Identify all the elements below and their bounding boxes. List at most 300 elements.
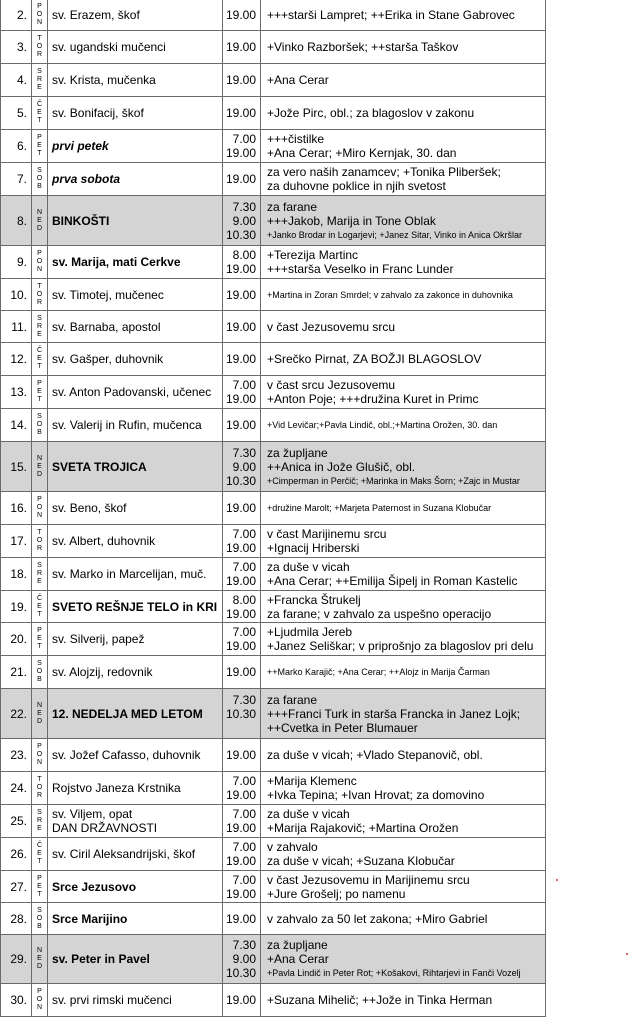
weekday-abbreviation: [32, 623, 48, 656]
mass-times: [223, 311, 261, 343]
day-number: 24.: [1, 772, 32, 805]
feast-name: sv. ugandski mučenci: [48, 31, 223, 64]
weekday-abbreviation: [32, 805, 48, 838]
schedule-row: [1, 442, 546, 492]
mass-time: 19.00: [225, 287, 256, 302]
intention-line: +Suzana Mihelič; ++Jože in Tinka Herman: [267, 993, 493, 1007]
intention-line: +++čistilke: [267, 132, 325, 146]
mass-time: 19.00: [225, 172, 256, 186]
mass-time: 7.00: [232, 840, 256, 854]
weekday-letters: NED: [36, 208, 43, 232]
intention-line: v čast Jezusovemu srcu: [267, 319, 396, 334]
mass-intentions: [261, 343, 546, 376]
mass-intentions: [261, 130, 546, 163]
intention-line: +Vinko Razboršek; ++starša Taškov: [267, 40, 459, 54]
schedule-row: [1, 984, 546, 1017]
intention-line: ++Anica in Jože Glušič, obl.: [267, 459, 416, 474]
weekday-letters: ČET: [36, 594, 43, 618]
intention-line: v čast Jezusovemu in Marijinemu srcu: [267, 872, 470, 887]
day-number: 20.: [1, 623, 32, 656]
day-number: 29.: [1, 935, 32, 984]
mass-time: 9.00: [232, 213, 256, 228]
intention-line: v zahvalo za 50 let zakona; +Miro Gabriel: [267, 911, 488, 926]
intention-line: za duše v vicah; +Suzana Klobučar: [267, 854, 455, 868]
weekday-abbreviation: [32, 838, 48, 871]
schedule-row: [1, 558, 546, 591]
feast-name: sv. Albert, duhovnik: [48, 525, 223, 558]
weekday-letters: NED: [36, 454, 43, 478]
day-number: 23.: [1, 739, 32, 772]
intention-line: +Marija Klemenc: [267, 774, 357, 788]
mass-intentions: [261, 196, 546, 246]
stray-mark: [556, 879, 558, 881]
mass-intentions: [261, 311, 546, 343]
intention-line: +Ana Cerar: [267, 952, 329, 966]
intention-line: +Ljudmila Jereb: [267, 625, 353, 639]
day-number: 17.: [1, 525, 32, 558]
mass-time: 10.30: [225, 473, 256, 488]
mass-time: 19.00: [225, 319, 256, 334]
mass-time: 19.00: [225, 352, 256, 366]
mass-time: 7.00: [232, 560, 256, 574]
mass-time: 19.00: [225, 541, 256, 555]
schedule-row: [1, 311, 546, 343]
schedule-row: [1, 739, 546, 772]
mass-time: 19.00: [225, 854, 256, 868]
mass-intentions: [261, 935, 546, 984]
day-number: 8.: [1, 196, 32, 246]
mass-time: 19.00: [225, 73, 256, 87]
mass-time: 19.00: [225, 574, 256, 588]
intention-line: v čast srcu Jezusovemu: [267, 378, 396, 392]
mass-intentions: [261, 772, 546, 805]
day-number: 7.: [1, 163, 32, 196]
mass-times: [223, 558, 261, 591]
mass-times: [223, 689, 261, 739]
mass-time: 19.00: [225, 886, 256, 901]
intention-line: za župljane: [267, 938, 328, 952]
intention-line: +++Jakob, Marija in Tone Oblak: [267, 213, 436, 228]
mass-intentions: [261, 97, 546, 130]
weekday-letters: TOR: [36, 282, 43, 306]
weekday-abbreviation: [32, 492, 48, 525]
mass-times: [223, 376, 261, 409]
day-number: 13.: [1, 376, 32, 409]
day-number: 2.: [1, 0, 32, 31]
mass-times: [223, 279, 261, 311]
feast-name: sv. Marija, mati Cerkve: [48, 246, 223, 279]
feast-name: SVETA TROJICA: [48, 442, 223, 492]
mass-intentions: [261, 903, 546, 935]
mass-time: 8.00: [232, 248, 256, 262]
feast-name: sv. Jožef Cafasso, duhovnik: [48, 739, 223, 772]
mass-time: 10.30: [225, 227, 256, 242]
day-number: 25.: [1, 805, 32, 838]
mass-time: 7.00: [232, 872, 256, 887]
mass-time: 19.00: [225, 501, 256, 515]
weekday-letters: SOB: [36, 660, 43, 683]
mass-times: [223, 0, 261, 31]
schedule-row: [1, 64, 546, 97]
weekday-letters: PON: [36, 988, 43, 1011]
day-number: 28.: [1, 903, 32, 935]
mass-time: 19.00: [225, 40, 256, 54]
mass-time: 7.00: [232, 774, 256, 788]
day-number: 6.: [1, 130, 32, 163]
mass-time: 7.30: [232, 938, 256, 952]
intention-line: +Francka Štrukelj: [267, 592, 361, 607]
mass-time: 9.00: [232, 459, 256, 474]
weekday-letters: PON: [36, 496, 43, 519]
weekday-letters: PON: [36, 250, 43, 273]
day-number: 12.: [1, 343, 32, 376]
weekday-abbreviation: [32, 64, 48, 97]
feast-name: SVETO REŠNJE TELO in KRI: [48, 591, 223, 623]
schedule-row: [1, 871, 546, 903]
feast-name: prva sobota: [48, 163, 223, 196]
weekday-abbreviation: [32, 903, 48, 935]
mass-intentions: [261, 689, 546, 739]
intention-line: +družine Marolt; +Marjeta Paternost in Suzana Klobučar: [267, 503, 492, 513]
intention-line: +Marija Rajakovič; +Martina Orožen: [267, 821, 459, 835]
intention-line: +++starša Veselko in Franc Lunder: [267, 262, 454, 276]
weekday-abbreviation: [32, 246, 48, 279]
stray-mark: [626, 953, 628, 955]
feast-name: sv. Viljem, opat DAN DRŽAVNOSTI: [48, 805, 223, 838]
schedule-row: [1, 376, 546, 409]
mass-times: [223, 343, 261, 376]
weekday-letters: SRE: [36, 562, 43, 585]
schedule-row: [1, 838, 546, 871]
day-number: 10.: [1, 279, 32, 311]
feast-name: BINKOŠTI: [48, 196, 223, 246]
schedule-row: [1, 623, 546, 656]
schedule-row: [1, 246, 546, 279]
intention-line: v zahvalo: [267, 840, 318, 854]
feast-name: sv. Peter in Pavel: [48, 935, 223, 984]
weekday-abbreviation: [32, 97, 48, 130]
mass-time: 19.00: [225, 7, 256, 22]
day-number: 27.: [1, 871, 32, 903]
mass-time: 7.00: [232, 132, 256, 146]
schedule-row: [1, 492, 546, 525]
schedule-row: [1, 343, 546, 376]
weekday-letters: SOB: [36, 413, 43, 436]
mass-times: [223, 805, 261, 838]
feast-name: sv. Bonifacij, škof: [48, 97, 223, 130]
day-number: 18.: [1, 558, 32, 591]
mass-intentions: [261, 246, 546, 279]
mass-times: [223, 492, 261, 525]
mass-intentions: [261, 591, 546, 623]
feast-name: Srce Marijino: [48, 903, 223, 935]
intention-line: +++Franci Turk in starša Francka in Janez Lojk;: [267, 706, 521, 721]
mass-times: [223, 409, 261, 442]
weekday-letters: ČET: [36, 101, 43, 124]
weekday-abbreviation: [32, 984, 48, 1017]
intention-line: +Janko Brodar in Logarjevi; +Janez Sitar, Vinko in Anica Okršlar: [267, 229, 522, 240]
weekday-abbreviation: [32, 525, 48, 558]
intention-line: +Jure Grošelj; po namenu: [267, 886, 406, 901]
mass-intentions: [261, 871, 546, 903]
mass-intentions: [261, 163, 546, 196]
mass-intentions: [261, 0, 546, 31]
weekday-abbreviation: [32, 279, 48, 311]
weekday-abbreviation: [32, 656, 48, 689]
feast-name: sv. Ciril Aleksandrijski, škof: [48, 838, 223, 871]
day-number: 26.: [1, 838, 32, 871]
mass-time: 19.00: [225, 262, 256, 276]
mass-intentions: [261, 739, 546, 772]
mass-intentions: [261, 838, 546, 871]
weekday-letters: ČET: [36, 842, 43, 865]
feast-name: Rojstvo Janeza Krstnika: [48, 772, 223, 805]
weekday-letters: PET: [37, 134, 42, 157]
intention-line: +Terezija Martinc: [267, 248, 359, 262]
weekday-abbreviation: [32, 442, 48, 492]
intention-line: +Vid Levičar;+Pavla Lindič, obl.;+Martina Orožen, 30. dan: [267, 420, 498, 430]
schedule-row: [1, 0, 546, 31]
intention-line: +Janez Seliškar; v priprošnjo za blagoslov pri delu: [267, 639, 534, 653]
mass-time: 9.00: [232, 952, 256, 966]
mass-intentions: [261, 31, 546, 64]
mass-time: 7.30: [232, 445, 256, 460]
intention-line: za duše v vicah; +Vlado Stepanovič, obl.: [267, 748, 483, 762]
weekday-letters: SRE: [36, 314, 43, 338]
intention-line: +Martina in Zoran Smrdel; v zahvalo za zakonce in duhovnika: [267, 289, 513, 300]
mass-intentions: [261, 279, 546, 311]
feast-name: sv. prvi rimski mučenci: [48, 984, 223, 1017]
schedule-row: [1, 279, 546, 311]
mass-time: 19.00: [225, 146, 256, 160]
weekday-letters: SRE: [36, 68, 43, 91]
mass-time: 19.00: [225, 788, 256, 802]
mass-times: [223, 903, 261, 935]
mass-time: 8.00: [232, 592, 256, 607]
mass-time: 7.00: [232, 378, 256, 392]
mass-time: 19.00: [225, 911, 256, 926]
mass-time: 19.00: [225, 392, 256, 406]
intention-line: ++Cvetka in Peter Blumauer: [267, 720, 418, 735]
mass-times: [223, 772, 261, 805]
day-number: 19.: [1, 591, 32, 623]
intention-line: +Cimperman in Perčič; +Marinka in Maks Šorn; +Zajc in Mustar: [267, 475, 520, 486]
intention-line: +Ana Cerar; ++Emilija Šipelj in Roman Kastelic: [267, 574, 518, 588]
day-number: 30.: [1, 984, 32, 1017]
mass-times: [223, 196, 261, 246]
mass-intentions: [261, 409, 546, 442]
mass-intentions: [261, 805, 546, 838]
weekday-abbreviation: [32, 558, 48, 591]
mass-times: [223, 656, 261, 689]
feast-name: sv. Silverij, papež: [48, 623, 223, 656]
day-number: 15.: [1, 442, 32, 492]
intention-line: +Srečko Pirnat, ZA BOŽJI BLAGOSLOV: [267, 352, 482, 366]
mass-intentions: [261, 525, 546, 558]
mass-times: [223, 442, 261, 492]
day-number: 14.: [1, 409, 32, 442]
mass-times: [223, 739, 261, 772]
feast-name: sv. Gašper, duhovnik: [48, 343, 223, 376]
weekday-letters: NED: [36, 947, 43, 970]
schedule-row: [1, 689, 546, 739]
mass-time: 7.30: [232, 692, 256, 707]
mass-time: 19.00: [225, 106, 256, 120]
mass-time: [223, 721, 256, 735]
mass-time: 7.00: [232, 807, 256, 821]
schedule-row: [1, 805, 546, 838]
weekday-abbreviation: [32, 871, 48, 903]
intention-line: +Ivka Tepina; +Ivan Hrovat; za domovino: [267, 788, 485, 802]
mass-time: 10.30: [225, 966, 256, 980]
feast-name: prvi petek: [48, 130, 223, 163]
weekday-letters: PET: [37, 627, 42, 650]
mass-time: 19.00: [225, 993, 256, 1007]
weekday-letters: NED: [36, 701, 43, 725]
weekday-abbreviation: [32, 772, 48, 805]
feast-name: sv. Alojzij, redovnik: [48, 656, 223, 689]
mass-times: [223, 838, 261, 871]
intention-line: +Ana Cerar: [267, 73, 329, 87]
day-number: 3.: [1, 31, 32, 64]
intention-line: za farane: [267, 199, 318, 214]
weekday-abbreviation: [32, 163, 48, 196]
day-number: 22.: [1, 689, 32, 739]
feast-name: sv. Krista, mučenka: [48, 64, 223, 97]
feast-name: sv. Beno, škof: [48, 492, 223, 525]
intention-line: +Anton Poje; +++družina Kuret in Primc: [267, 392, 479, 406]
mass-time: 7.00: [232, 625, 256, 639]
feast-name: sv. Marko in Marcelijan, muč.: [48, 558, 223, 591]
mass-times: [223, 246, 261, 279]
intention-line: ++Marko Karajič; +Ana Cerar; ++Alojz in Marija Čarman: [267, 667, 490, 677]
schedule-row: [1, 409, 546, 442]
mass-times: [223, 871, 261, 903]
schedule-row: [1, 130, 546, 163]
mass-intentions: [261, 656, 546, 689]
day-number: 16.: [1, 492, 32, 525]
weekday-abbreviation: [32, 196, 48, 246]
mass-time: 10.30: [225, 706, 256, 721]
weekday-abbreviation: [32, 31, 48, 64]
mass-times: [223, 31, 261, 64]
day-number: 4.: [1, 64, 32, 97]
day-number: 9.: [1, 246, 32, 279]
weekday-abbreviation: [32, 311, 48, 343]
mass-intentions: [261, 64, 546, 97]
weekday-letters: TOR: [36, 776, 43, 799]
mass-intentions: [261, 984, 546, 1017]
weekday-abbreviation: [32, 591, 48, 623]
intention-line: za farane; v zahvalo za uspešno operacijo: [267, 606, 492, 621]
schedule-row: [1, 591, 546, 623]
mass-intentions: [261, 623, 546, 656]
schedule-row: [1, 97, 546, 130]
mass-time: 19.00: [225, 821, 256, 835]
weekday-abbreviation: [32, 935, 48, 984]
mass-intentions: [261, 558, 546, 591]
mass-times: [223, 525, 261, 558]
weekday-letters: PET: [37, 380, 42, 403]
intention-line: za duše v vicah: [267, 560, 350, 574]
schedule-row: [1, 525, 546, 558]
weekday-abbreviation: [32, 689, 48, 739]
day-number: 5.: [1, 97, 32, 130]
intention-line: za farane: [267, 692, 318, 707]
weekday-letters: PON: [36, 2, 43, 26]
weekday-letters: SOB: [36, 167, 43, 190]
weekday-letters: TOR: [36, 35, 43, 58]
mass-intentions: [261, 442, 546, 492]
weekday-abbreviation: [32, 376, 48, 409]
weekday-letters: TOR: [36, 529, 43, 552]
intention-line: za duše v vicah: [267, 807, 350, 821]
feast-name: 12. NEDELJA MED LETOM: [48, 689, 223, 739]
feast-name: Srce Jezusovo: [48, 871, 223, 903]
weekday-letters: ČET: [36, 347, 43, 370]
mass-times: [223, 591, 261, 623]
mass-times: [223, 935, 261, 984]
feast-name: sv. Erazem, škof: [48, 0, 223, 31]
mass-times: [223, 64, 261, 97]
intention-line: v čast Marijinemu srcu: [267, 527, 387, 541]
feast-name: sv. Valerij in Rufin, mučenca: [48, 409, 223, 442]
mass-intentions: [261, 492, 546, 525]
mass-time: 19.00: [225, 418, 256, 432]
schedule-row: [1, 656, 546, 689]
feast-name: sv. Anton Padovanski, učenec: [48, 376, 223, 409]
weekday-abbreviation: [32, 739, 48, 772]
schedule-row: [1, 935, 546, 984]
mass-time: 7.00: [232, 527, 256, 541]
intention-line: +Ignacij Hriberski: [267, 541, 360, 555]
mass-times: [223, 623, 261, 656]
weekday-letters: SRE: [36, 809, 43, 832]
schedule-row: [1, 163, 546, 196]
weekday-letters: SOB: [36, 906, 43, 930]
weekday-abbreviation: [32, 130, 48, 163]
schedule-row: [1, 196, 546, 246]
feast-name: sv. Barnaba, apostol: [48, 311, 223, 343]
mass-time: 7.30: [232, 199, 256, 214]
intention-line: za vero naših zanamcev; +Tonika Pliberšek;: [267, 165, 501, 179]
mass-time: 19.00: [225, 639, 256, 653]
mass-times: [223, 97, 261, 130]
weekday-abbreviation: [32, 409, 48, 442]
weekday-letters: PET: [37, 874, 42, 898]
mass-times: [223, 163, 261, 196]
intention-line: za župljane: [267, 445, 328, 460]
weekday-abbreviation: [32, 343, 48, 376]
mass-times: [223, 130, 261, 163]
mass-time: 19.00: [225, 665, 256, 679]
intention-line: +++starši Lampret; ++Erika in Stane Gabrovec: [267, 7, 515, 22]
weekday-letters: PON: [36, 743, 43, 766]
feast-name: sv. Timotej, mučenec: [48, 279, 223, 311]
mass-intentions: [261, 376, 546, 409]
intention-line: za duhovne poklice in njih svetost: [267, 179, 446, 193]
day-number: 11.: [1, 311, 32, 343]
mass-time: 19.00: [225, 606, 256, 621]
mass-times: [223, 984, 261, 1017]
intention-line: +Ana Cerar; +Miro Kernjak, 30. dan: [267, 146, 457, 160]
schedule-row: [1, 31, 546, 64]
mass-time: 19.00: [225, 748, 256, 762]
weekday-abbreviation: [32, 0, 48, 31]
schedule-row: [1, 772, 546, 805]
intention-line: +Jože Pirc, obl.; za blagoslov v zakonu: [267, 106, 475, 120]
day-number: 21.: [1, 656, 32, 689]
